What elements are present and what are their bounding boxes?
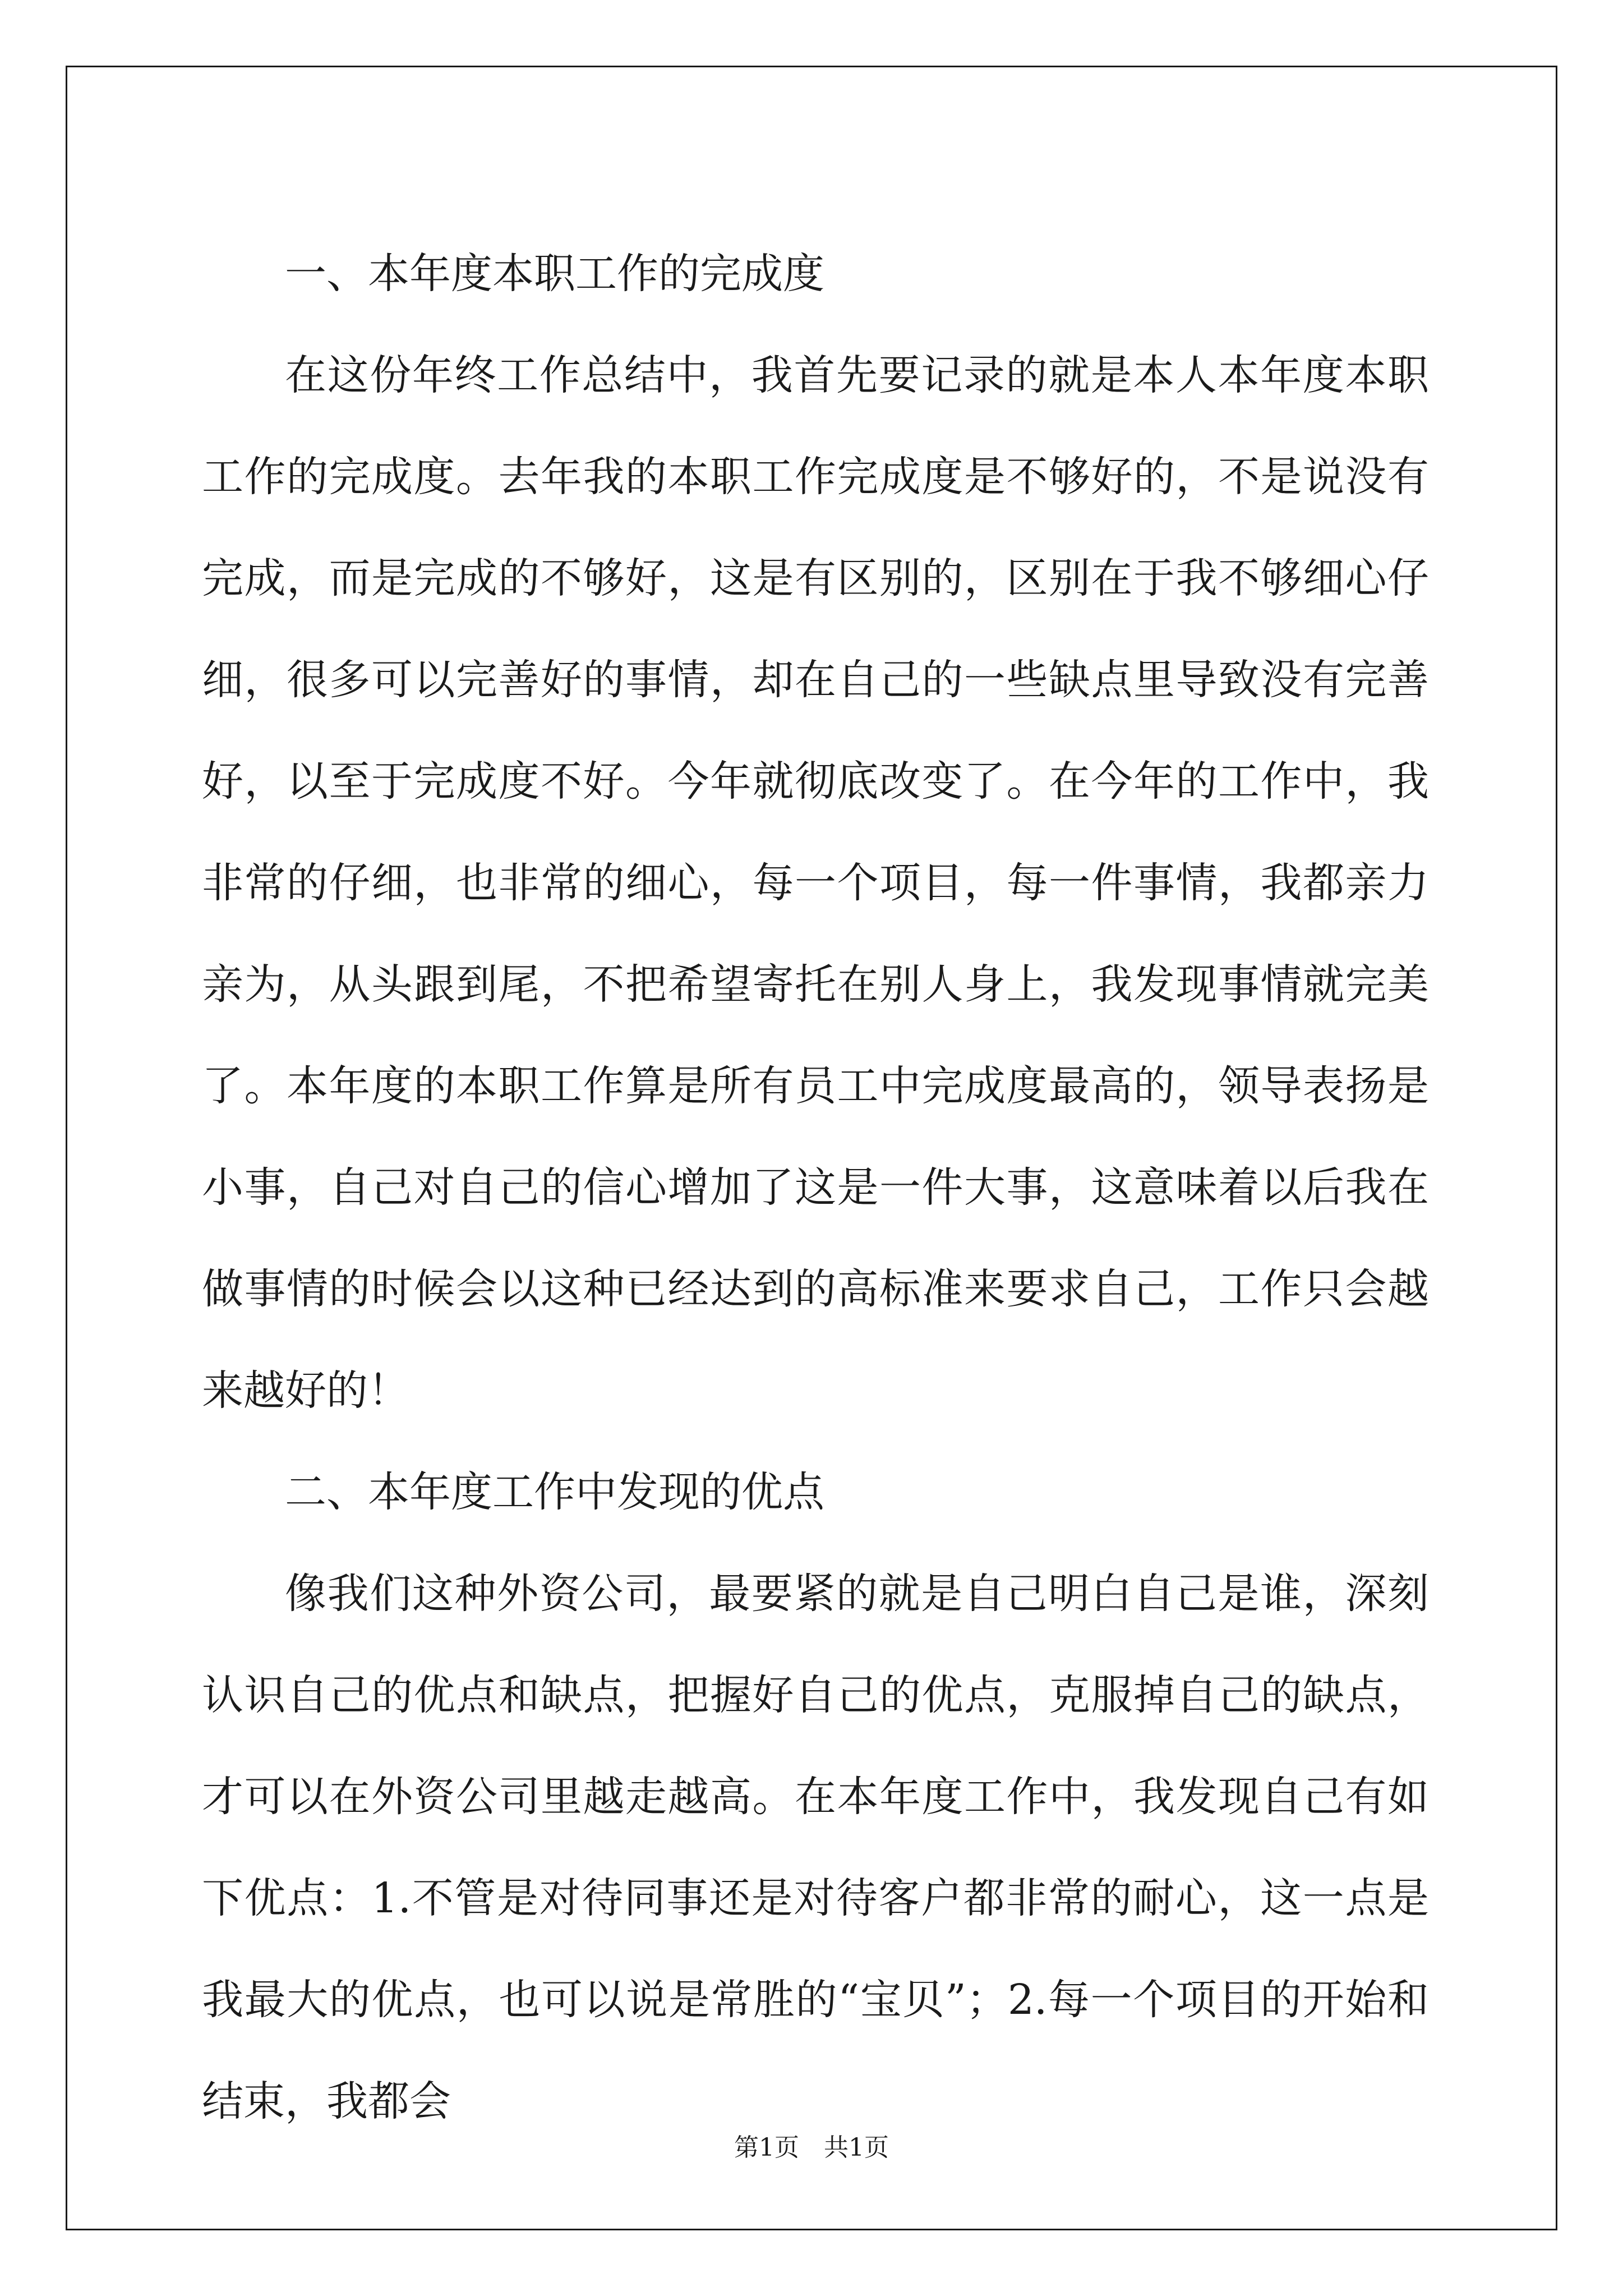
section-paragraph-1: 在这份年终工作总结中，我首先要记录的就是本人本年度本职工作的完成度。去年我的本职工作完成度是不够好的，不是说没有完成，而是完成的不够好，这是有区别的，区别在于我不够细心仔细，很多可以完善好的事情，却在自己的一些缺点里导致没有完善好，以至于完成度不好。今年就彻底改变了。在今年的工作中，我非常的仔细，也非常的细心，每一个项目，每一件事情，我都亲力亲为，从头跟到尾，不把希望寄托在别人身上，我发现事情就完美了。本年度的本职工作算是所有员工中完成度最高的，领导表扬是小事，自己对自己的信心增加了这是一件大事，这意味着以后我在做事情的时候会以这种已经达到的高标准来要求自己，工作只会越来越好的！ [202,351,1429,1415]
section-heading-1: 一、本年度本职工作的完成度 [285,250,824,298]
document-body [202,223,1429,2152]
section-heading-2: 二、本年度工作中发现的优点 [285,1468,824,1516]
section-paragraph-2: 像我们这种外资公司，最要紧的就是自己明白自己是谁，深刻认识自己的优点和缺点，把握好自己的优点，克服掉自己的缺点，才可以在外资公司里越走越高。在本年度工作中，我发现自己有如下优点：1.不管是对待同事还是对待客户都非常的耐心，这一点是我最大的优点，也可以说是常胜的“宝贝”；2.每一个项目的开始和结束，我都会 [202,1570,1429,2125]
page-footer: 第1页 共1页 [734,2133,889,2162]
